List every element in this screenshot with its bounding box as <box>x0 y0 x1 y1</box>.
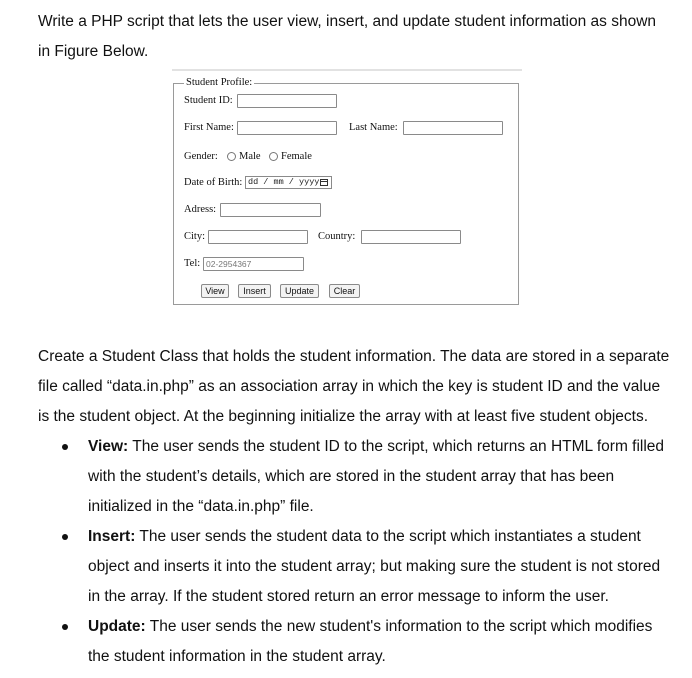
male-label: Male <box>239 151 261 162</box>
calendar-icon[interactable] <box>320 179 328 186</box>
bullet-line-text: The user sends the student ID to the script, which returns an HTML form filled <box>128 438 665 455</box>
city-label: City: <box>184 231 206 242</box>
bullet-line <box>88 612 668 642</box>
bullet-term: View: <box>88 438 129 455</box>
bullet-icon <box>62 624 68 630</box>
bullet-line: in the array. If the student stored return an error message to inform the user. <box>88 588 609 605</box>
bullet-line <box>88 522 668 552</box>
last-name-input[interactable] <box>403 121 503 135</box>
bullet-line-text: The user sends the student data to the script which instantiates a student <box>135 528 641 545</box>
dob-placeholder: dd / mm / yyyy <box>248 177 320 187</box>
dob-label: Date of Birth: <box>184 177 243 188</box>
bullet-term: Insert: <box>88 528 136 545</box>
first-name-label: First Name: <box>184 122 234 133</box>
update-button[interactable]: Update <box>280 284 319 298</box>
address-input[interactable] <box>220 203 321 217</box>
female-label: Female <box>281 151 312 162</box>
figure-top-rule <box>172 69 522 71</box>
intro-line: Write a PHP script that lets the user view, insert, and update student information as shown <box>38 13 657 30</box>
clear-button[interactable]: Clear <box>329 284 360 298</box>
bullet-icon <box>62 534 68 540</box>
dob-input[interactable] <box>245 176 332 189</box>
tel-input[interactable]: 02-2954367 <box>203 257 304 271</box>
student-id-input[interactable] <box>237 94 337 108</box>
tel-label: Tel: <box>184 258 201 269</box>
bullet-icon <box>62 444 68 450</box>
intro-paragraph <box>38 7 668 67</box>
description-line: file called “data.in.php” as an association array in which the key is student ID and the value <box>38 378 661 395</box>
intro-line: in Figure Below. <box>38 43 149 60</box>
description-line: is the student object. At the beginning initialize the array with at least five student objects. <box>38 408 649 425</box>
gender-label: Gender: <box>184 151 218 162</box>
student-id-label: Student ID: <box>184 95 233 106</box>
last-name-label: Last Name: <box>349 122 398 133</box>
country-input[interactable] <box>361 230 461 244</box>
bullet-line: object and inserts it into the student array; but making sure the student is not stored <box>88 558 661 575</box>
fieldset-legend: Student Profile: <box>186 77 253 88</box>
bullet-line: initialized in the “data.in.php” file. <box>88 498 314 515</box>
first-name-input[interactable] <box>237 121 337 135</box>
bullet-view <box>88 432 668 522</box>
bullet-term: Update: <box>88 618 146 635</box>
bullet-line: the student information in the student array. <box>88 648 386 665</box>
bullet-insert <box>88 522 668 612</box>
city-input[interactable] <box>208 230 308 244</box>
female-radio[interactable] <box>269 152 278 161</box>
bullet-line: with the student’s details, which are stored in the student array that has been <box>88 468 615 485</box>
student-profile-fieldset <box>173 77 519 305</box>
address-label: Adress: <box>184 204 217 215</box>
bullet-line <box>88 432 668 462</box>
bullet-line-text: The user sends the new student's information to the script which modifies <box>145 618 653 635</box>
country-label: Country: <box>318 231 356 242</box>
male-radio[interactable] <box>227 152 236 161</box>
bullet-update <box>88 612 668 672</box>
description-paragraph <box>38 342 668 432</box>
description-line: Create a Student Class that holds the student information. The data are stored in a separate <box>38 348 670 365</box>
insert-button[interactable]: Insert <box>238 284 271 298</box>
view-button[interactable]: View <box>201 284 229 298</box>
